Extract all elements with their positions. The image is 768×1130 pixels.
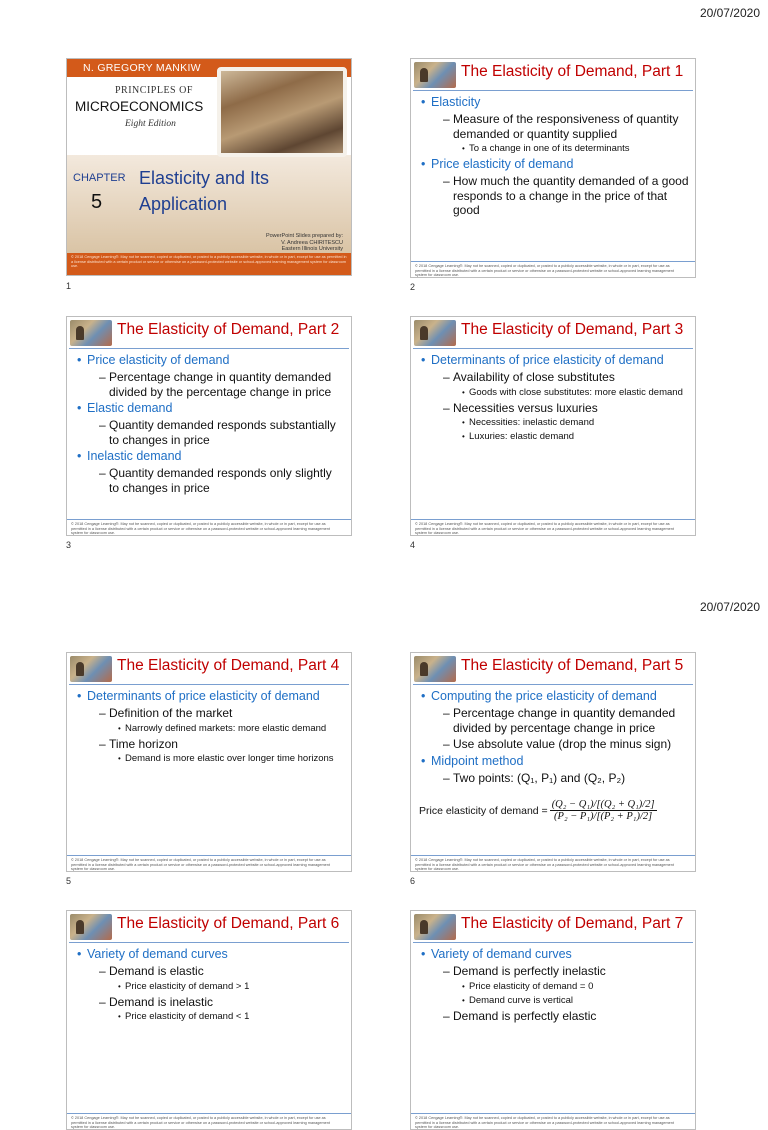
dash-marker: – (99, 418, 106, 432)
dash-marker: – (443, 706, 450, 720)
bullet-level-2 (75, 964, 345, 979)
bullet-text: To a change in one of its determinants (469, 143, 630, 154)
bullet-level-1 (419, 353, 689, 368)
title-divider (413, 348, 693, 349)
bullet-text: Definition of the market (109, 706, 233, 720)
title-slide (66, 58, 352, 276)
slide-title: The Elasticity of Demand, Part 6 (117, 915, 340, 932)
title-divider (413, 942, 693, 943)
bullet-text: Price elasticity of demand = 0 (469, 980, 594, 992)
bullet-text: Use absolute value (drop the minus sign) (453, 737, 672, 751)
author-name: N. GREGORY MANKIW (83, 62, 201, 74)
slide-logo-image (70, 914, 112, 940)
bullet-level-3 (419, 995, 689, 1007)
slide-number: 6 (410, 876, 416, 886)
elasticity-formula (419, 799, 657, 822)
slide-body (75, 351, 345, 495)
copyright-footer: © 2018 Cengage Learning®. May not be scanned, copied or duplicated, or posted to a publicly accessible website, in whole or in part, except for use as permitted in a license distributed with a certain product or service or otherwise on a password-protected website or school-approved learning management system for classroom use. (411, 261, 695, 277)
dash-marker: – (99, 466, 106, 480)
bullet-level-2 (419, 370, 689, 385)
slide-logo-image (70, 656, 112, 682)
title-divider (69, 684, 349, 685)
bullet-text: Percentage change in quantity demanded divided by percentage change in price (453, 706, 676, 735)
bullet-text: Time horizon (109, 736, 178, 751)
bullet-text: Quantity demanded responds only slightly to changes in price (109, 466, 332, 495)
slide-body (75, 687, 345, 765)
slide-body (419, 351, 689, 443)
bullet-text: Price elasticity of demand (431, 157, 574, 171)
dash-marker: – (99, 994, 106, 1009)
slide-title: The Elasticity of Demand, Part 3 (461, 321, 684, 338)
dash-marker: – (99, 964, 106, 978)
bullet-text: Price elasticity of demand > 1 (125, 980, 250, 992)
bullet-level-2 (419, 771, 689, 786)
dash-marker: – (443, 770, 450, 785)
copyright-footer: © 2018 Cengage Learning®. May not be scanned, copied or duplicated, or posted to a publicly accessible website, in whole or in part, except for use as permitted in a license distributed with a certain product or service or otherwise on a password-protected website or school-approved learning management system for classroom use. (411, 1113, 695, 1129)
slide-title: The Elasticity of Demand, Part 2 (117, 321, 340, 338)
title-divider (413, 90, 693, 91)
slide-2 (410, 58, 696, 278)
bullet-text: Determinants of price elasticity of demand (87, 689, 320, 703)
bullet-level-3 (419, 431, 689, 443)
slide-title: The Elasticity of Demand, Part 1 (461, 63, 684, 80)
bullet-text: Demand is elastic (109, 964, 204, 978)
chapter-title (139, 165, 269, 217)
dash-marker: – (443, 400, 450, 415)
dash-marker: – (99, 706, 106, 720)
bullet-text: Narrowly defined markets: more elastic demand (125, 722, 327, 734)
principles-label: PRINCIPLES OF (115, 85, 193, 96)
bullet-text: Necessities versus luxuries (453, 400, 598, 415)
bullet-text: Demand is perfectly inelastic (453, 964, 606, 978)
bullet-level-1 (75, 401, 345, 416)
bullet-level-3 (75, 723, 345, 735)
prepared-by-line: PowerPoint Slides prepared by: (265, 233, 343, 239)
slide-8 (410, 910, 696, 1130)
dash-marker: – (443, 174, 450, 188)
bullet-level-2 (419, 174, 689, 218)
bullet-text: Goods with close substitutes: more elastic demand (469, 386, 683, 398)
slide-4 (410, 316, 696, 536)
bullet-level-1 (75, 449, 345, 464)
slide-logo-image (414, 62, 456, 88)
slide-logo-image (70, 320, 112, 346)
slide-number: 1 (66, 281, 72, 291)
bullet-text: Quantity demanded responds substantially to changes in price (109, 418, 336, 447)
bullet-level-3 (419, 981, 689, 993)
bullet-text: Demand is perfectly elastic (453, 1008, 597, 1023)
title-divider (69, 348, 349, 349)
bullet-text: Percentage change in quantity demanded divided by the percentage change in price (109, 370, 332, 399)
bullet-level-2 (419, 401, 689, 416)
bullet-text: Availability of close substitutes (453, 370, 615, 384)
bullet-level-3 (75, 981, 345, 993)
formula-label: Price elasticity of demand = (419, 804, 548, 817)
bullet-text: Determinants of price elasticity of demand (431, 353, 664, 367)
bullet-level-2 (419, 706, 689, 735)
slide-body (419, 93, 689, 218)
slide-logo-image (414, 914, 456, 940)
bullet-level-1 (419, 95, 689, 110)
slide-5 (66, 652, 352, 872)
chapter-title-line: Application (139, 194, 228, 214)
copyright-footer: © 2018 Cengage Learning®. May not be scanned, copied or duplicated, or posted to a publicly accessible website, in whole or in part, except for use as permitted in a license distributed with a certain product or service or otherwise on a password-protected website or school-approved learning management system for classroom use. (67, 253, 351, 275)
slide-body (75, 945, 345, 1023)
slide-title: The Elasticity of Demand, Part 4 (117, 657, 340, 674)
title-divider (69, 942, 349, 943)
bullet-text: Demand is inelastic (109, 994, 214, 1009)
bullet-level-3 (75, 1011, 345, 1023)
bullet-level-1 (419, 947, 689, 962)
bullet-text: Two points: (Q₁, P₁) and (Q₂, P₂) (453, 770, 626, 785)
bullet-level-1 (419, 754, 689, 769)
bullet-level-3 (419, 387, 689, 399)
bullet-level-2 (419, 737, 689, 752)
slide-body (419, 687, 689, 785)
bullet-text: Elasticity (431, 95, 481, 109)
bullet-level-2 (419, 112, 689, 141)
bullet-level-2 (419, 1009, 689, 1024)
bullet-level-1 (75, 353, 345, 368)
bullet-level-3 (419, 417, 689, 429)
prepared-by (266, 233, 343, 253)
copyright-footer: © 2018 Cengage Learning®. May not be scanned, copied or duplicated, or posted to a publicly accessible website, in whole or in part, except for use as permitted in a license distributed with a certain product or service or otherwise on a password-protected website or school-approved learning management system for classroom use. (67, 519, 351, 535)
formula-denominator: (P₂ − P₁)/[(P₂ + P₁)/2] (554, 811, 653, 822)
bullet-text: Variety of demand curves (431, 947, 572, 961)
bullet-level-2 (75, 737, 345, 752)
formula-fraction (550, 799, 657, 822)
slide-body (419, 945, 689, 1023)
prepared-by-line: V. Andreea CHIRITESCU (281, 239, 343, 246)
bullet-level-2 (75, 995, 345, 1010)
bullet-level-3 (419, 143, 689, 155)
copyright-footer: © 2018 Cengage Learning®. May not be scanned, copied or duplicated, or posted to a publicly accessible website, in whole or in part, except for use as permitted in a license distributed with a certain product or service or otherwise on a password-protected website or school-approved learning management system for classroom use. (67, 855, 351, 871)
bullet-level-1 (75, 947, 345, 962)
slide-logo-image (414, 656, 456, 682)
copyright-footer: © 2018 Cengage Learning®. May not be scanned, copied or duplicated, or posted to a publicly accessible website, in whole or in part, except for use as permitted in a license distributed with a certain product or service or otherwise on a password-protected website or school-approved learning management system for classroom use. (411, 855, 695, 871)
bullet-text: Variety of demand curves (87, 947, 228, 961)
bullet-text: Demand curve is vertical (469, 994, 574, 1006)
dash-marker: – (443, 964, 450, 978)
chapter-label: CHAPTER (73, 172, 126, 184)
slide-6 (410, 652, 696, 872)
bullet-text: Price elasticity of demand (87, 353, 230, 367)
chapter-number: 5 (91, 191, 103, 213)
bullet-text: Elastic demand (87, 401, 173, 415)
slide-number: 4 (410, 540, 416, 550)
bullet-level-1 (419, 157, 689, 172)
bullet-text: Luxuries: elastic demand (469, 431, 575, 442)
edition-label: Eight Edition (125, 119, 176, 129)
title-divider (413, 684, 693, 685)
bullet-text: Demand is more elastic over longer time horizons (125, 753, 334, 764)
bullet-text: Necessities: inelastic demand (469, 417, 595, 428)
bullet-text: Inelastic demand (87, 449, 182, 463)
slide-number: 3 (66, 540, 72, 550)
slide-3 (66, 316, 352, 536)
dash-marker: – (443, 1008, 450, 1023)
dash-marker: – (99, 370, 106, 384)
cover-photo (217, 67, 347, 157)
copyright-footer: © 2018 Cengage Learning®. May not be scanned, copied or duplicated, or posted to a publicly accessible website, in whole or in part, except for use as permitted in a license distributed with a certain product or service or otherwise on a password-protected website or school-approved learning management system for classroom use. (411, 519, 695, 535)
dash-marker: – (443, 370, 450, 384)
bullet-level-2 (75, 466, 345, 495)
slide-number: 2 (410, 282, 416, 292)
page-date: 20/07/2020 (699, 600, 760, 614)
bullet-level-3 (75, 753, 345, 765)
bullet-level-1 (75, 689, 345, 704)
slide-7 (66, 910, 352, 1130)
copyright-footer: © 2018 Cengage Learning®. May not be scanned, copied or duplicated, or posted to a publicly accessible website, in whole or in part, except for use as permitted in a license distributed with a certain product or service or otherwise on a password-protected website or school-approved learning management system for classroom use. (67, 1113, 351, 1129)
bullet-level-2 (75, 706, 345, 721)
book-title: MICROECONOMICS (75, 99, 204, 114)
bullet-level-2 (75, 370, 345, 399)
dash-marker: – (99, 736, 106, 751)
chapter-title-line: Elasticity and Its (139, 168, 270, 188)
bullet-text: How much the quantity demanded of a good responds to a change in the price of that good (453, 174, 689, 217)
slide-title: The Elasticity of Demand, Part 7 (461, 915, 684, 932)
dash-marker: – (443, 112, 450, 126)
bullet-text: Price elasticity of demand < 1 (125, 1011, 250, 1022)
bullet-text: Measure of the responsiveness of quantity demanded or quantity supplied (453, 112, 679, 141)
bullet-level-1 (419, 689, 689, 704)
slide-logo-image (414, 320, 456, 346)
page-date: 20/07/2020 (699, 6, 760, 20)
bullet-level-2 (75, 418, 345, 447)
bullet-level-2 (419, 964, 689, 979)
prepared-by-line: Eastern Illinois University (281, 246, 343, 252)
formula-numerator: (Q₂ − Q₁)/[(Q₂ + Q₁)/2] (551, 799, 655, 810)
slide-title: The Elasticity of Demand, Part 5 (461, 657, 684, 674)
slide-number: 5 (66, 876, 72, 886)
dash-marker: – (443, 737, 450, 751)
bullet-text: Midpoint method (431, 753, 524, 768)
bullet-text: Computing the price elasticity of demand (431, 689, 657, 703)
